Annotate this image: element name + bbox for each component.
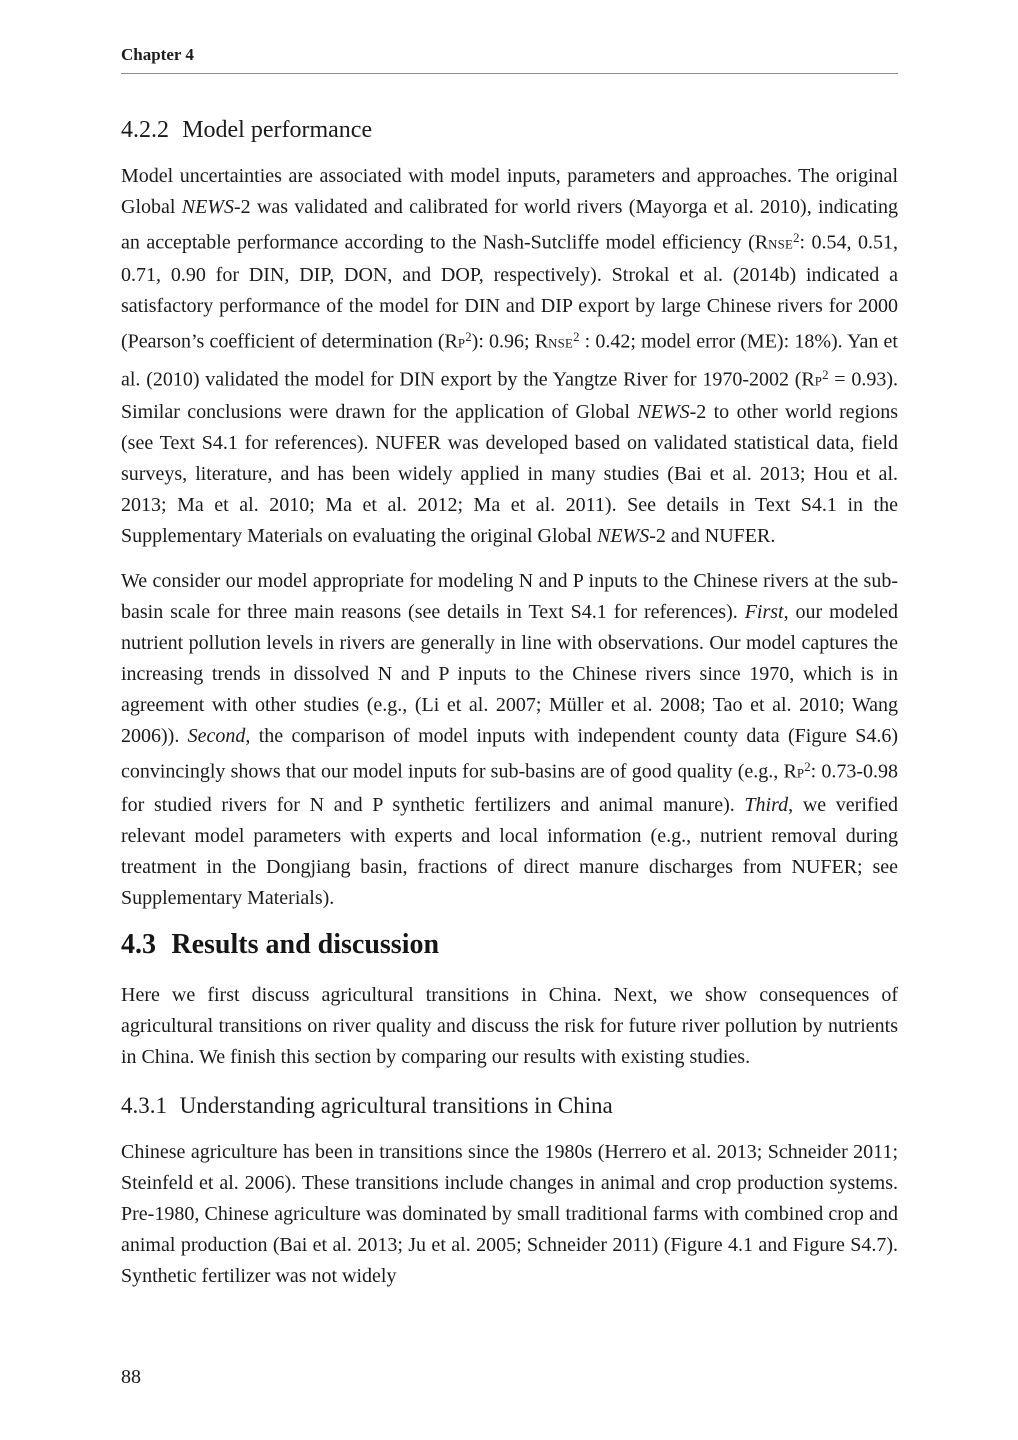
section-title: Results and discussion xyxy=(171,928,440,960)
header-rule xyxy=(121,73,898,74)
paragraph-agricultural-transitions: Chinese agriculture has been in transitions since the 1980s (Herrero et al. 2013; Schneider 2011; Steinfeld et al. 2006). These transitions include changes in animal and crop production systems. Pre-1980, Chinese agriculture was dominated by small traditional farms with combined crop and animal production (Bai et al. 2013; Ju et al. 2005; Schneider 2011) (Figure 4.1 and Figure S4.7). Synthetic fertilizer was not widely xyxy=(121,1140,898,1287)
section-title: Understanding agricultural transitions in China xyxy=(179,1092,613,1118)
paragraph-model-uncertainties: Model uncertainties are associated with model inputs, parameters and approaches. The original Global NEWS-2 was validated and calibrated for world rivers (Mayorga et al. 2010), indicating an acceptable performance according to the Nash-Sutcliffe model efficiency (RNSE$^2$: 0.54, 0.51, 0.71, 0.90 for DIN, DIP, DON, and DOP, respectively). Strokal et al. (2014b) indicated a satisfactory performance of the model for DIN and DIP export by large Chinese rivers for 2000 (Pearson’s coefficient of determination $(RP^2)$: 0.96; RNSE$^2$ : 0.42; model error (ME): 18%). Yan et al. (2010) validated the model for DIN export by the Yangtze River for 1970-2002 $(RP^2 = 0.93)$. Similar conclusions were drawn for the application of Global NEWS-2 to other world regions (see Text S4.1 for references). NUFER was developed based on validated statistical data, field surveys, literature, and has been widely applied in many studies (Bai et al. 2013; Hou et al. 2013; Ma et al. 2010; Ma et al. 2012; Ma et al. 2011). See details in Text S4.1 in the Supplementary Materials on evaluating the original Global NEWS-2 and NUFER. xyxy=(121,165,898,548)
section-number: 4.2.2 xyxy=(121,117,169,143)
section-number: 4.3.1 xyxy=(121,1092,167,1118)
paragraph-results-intro: Here we first discuss agricultural transitions in China. Next, we show consequences of agricultural transitions on river quality and discuss the risk for future river pollution by nutrients in China. We finish this section by comparing our results with existing studies. xyxy=(121,983,898,1068)
section-heading-4-3 xyxy=(121,928,898,962)
section-title: Model performance xyxy=(182,117,373,143)
page-number: 88 xyxy=(121,1366,141,1388)
section-number: 4.3 xyxy=(121,928,156,960)
section-heading-4-2-2 xyxy=(121,115,898,145)
paragraph-model-appropriateness: We consider our model appropriate for modeling N and P inputs to the Chinese rivers at the sub-basin scale for three main reasons (see details in Text S4.1 for references). First, our modeled nutrient pollution levels in rivers are generally in line with observations. Our model captures the increasing trends in dissolved N and P inputs to the Chinese rivers since 1970, which is in agreement with other studies (e.g., (Li et al. 2007; Müller et al. 2008; Tao et al. 2010; Wang 2006)). Second, the comparison of model inputs with independent county data (Figure S4.6) convincingly shows that our model inputs for sub-basins are of good quality (e.g., $RP^2$: 0.73-0.98 for studied rivers for N and P synthetic fertilizers and animal manure). Third, we verified relevant model parameters with experts and local information (e.g., nutrient removal during treatment in the Dongjiang basin, fractions of direct manure discharges from NUFER; see Supplementary Materials). xyxy=(121,570,899,909)
section-heading-4-3-1 xyxy=(121,1091,898,1121)
running-header-chapter-label: Chapter 4 xyxy=(121,45,194,64)
